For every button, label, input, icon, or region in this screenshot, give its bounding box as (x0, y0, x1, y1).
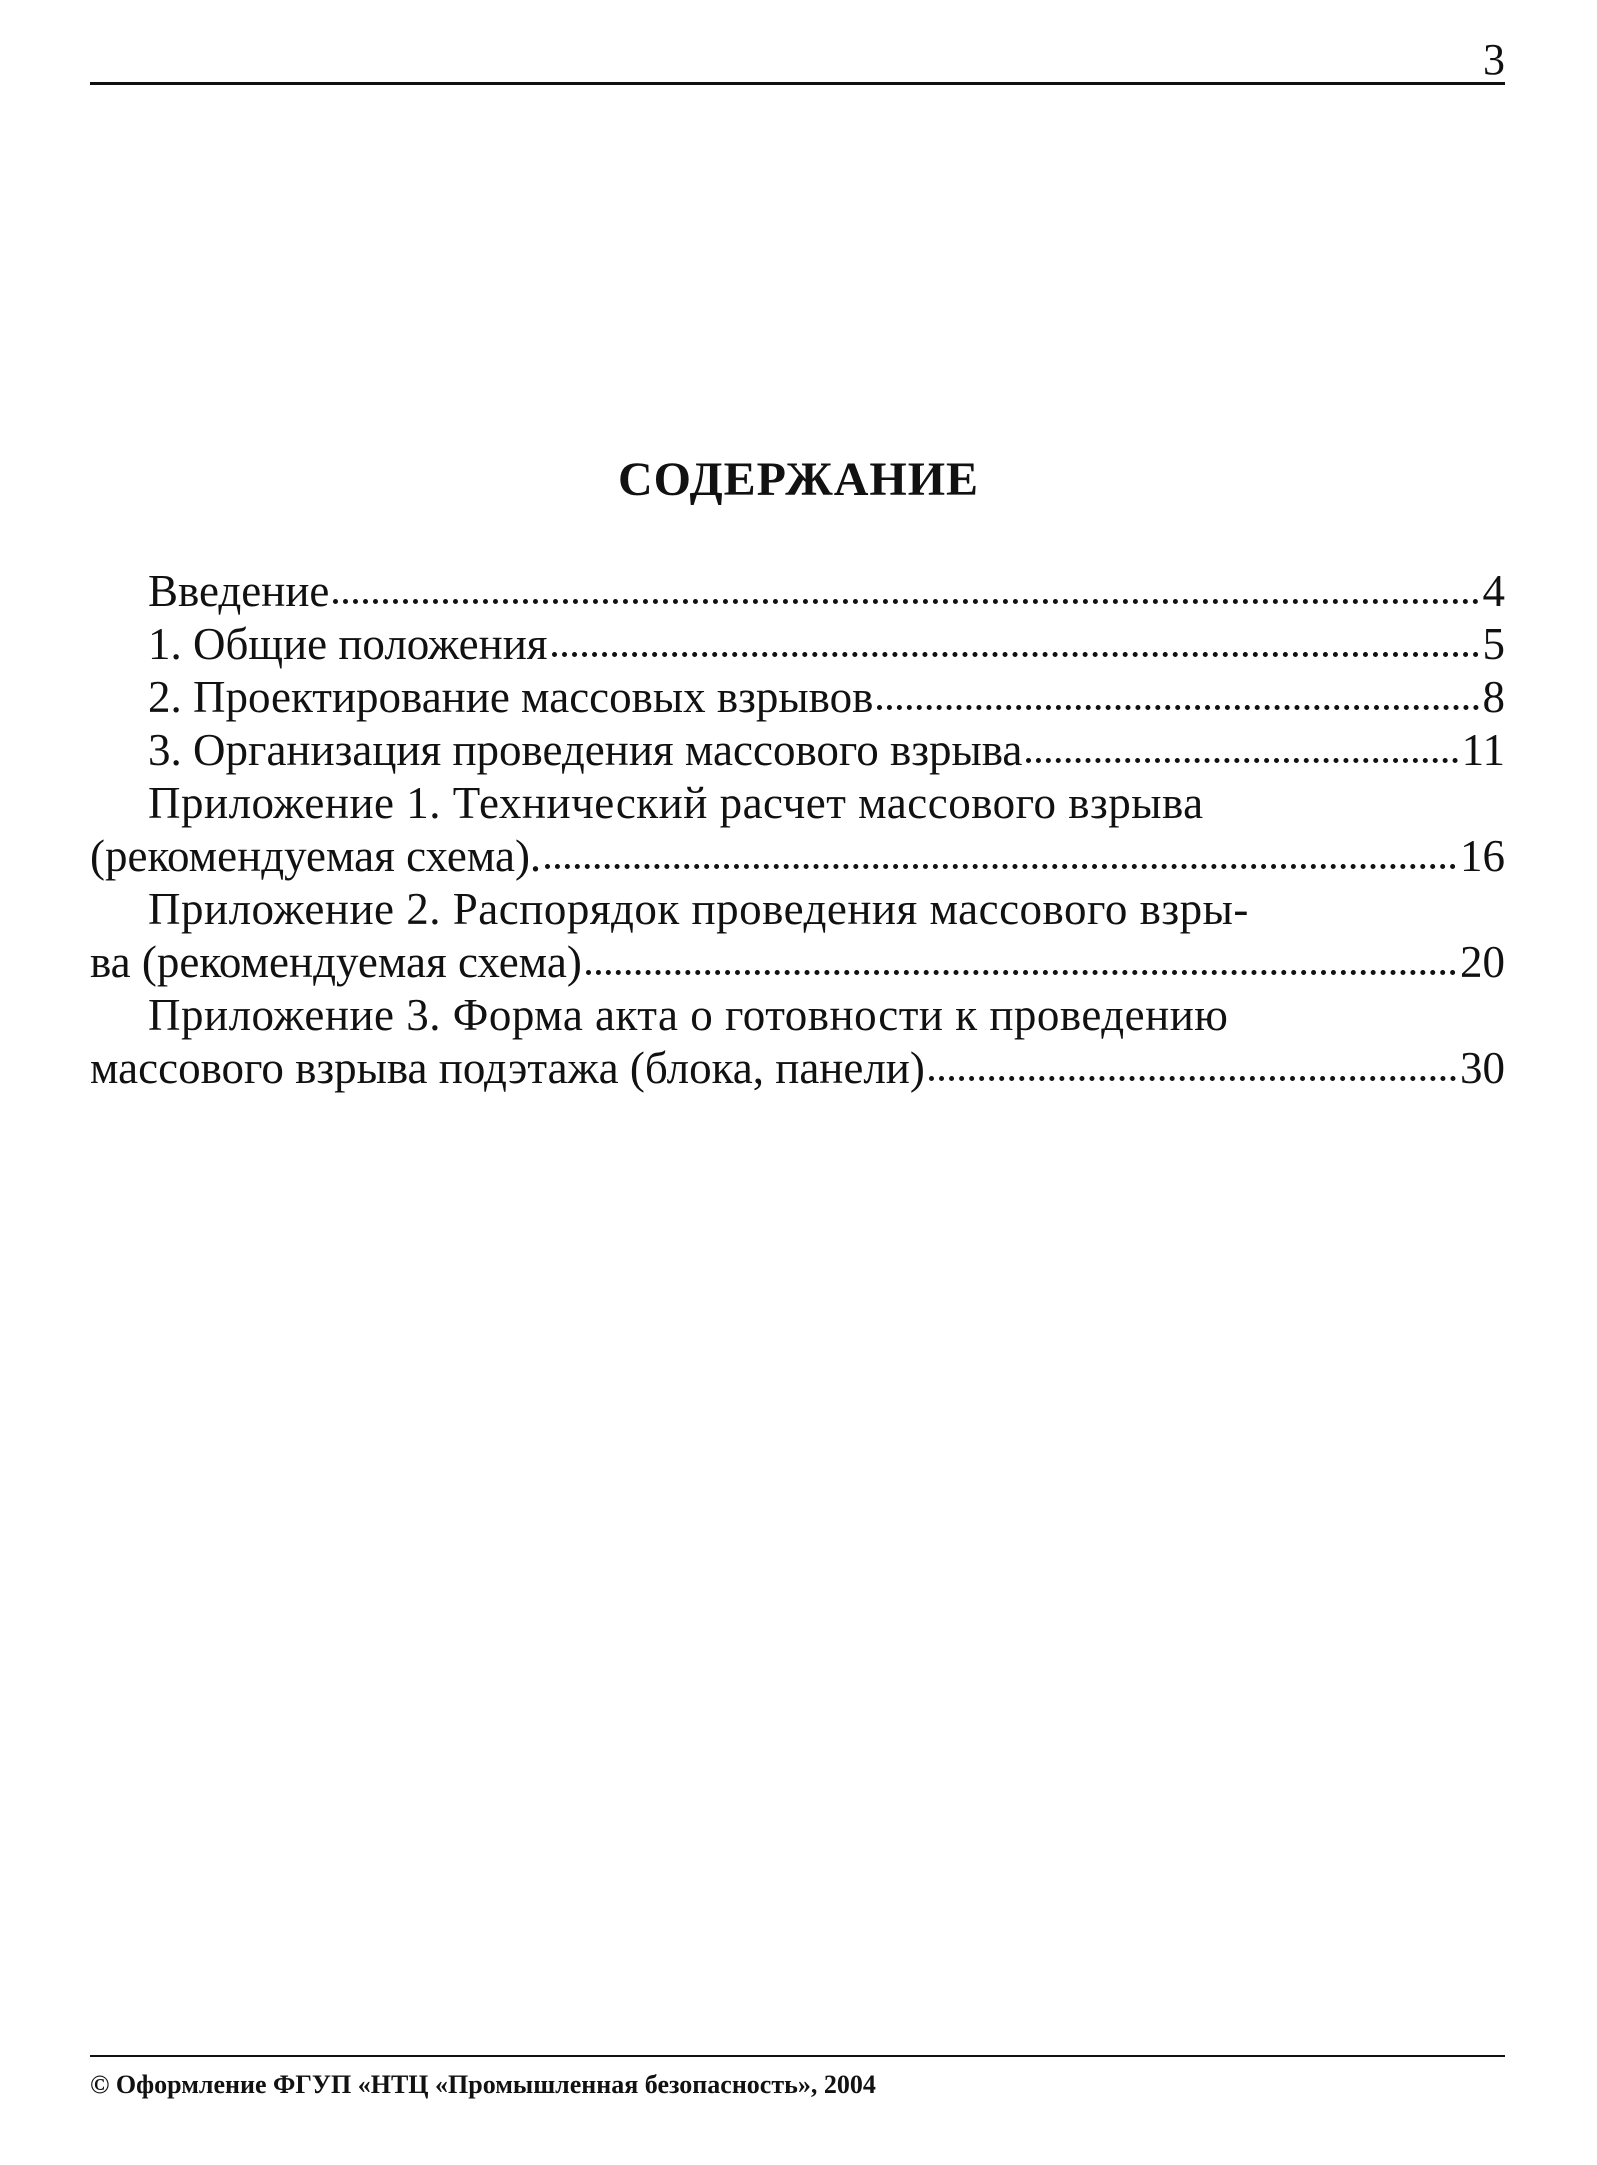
toc-entry-page: 8 (1482, 672, 1505, 722)
toc-entry-text: 3. Организация проведения массового взрыва (148, 725, 1023, 775)
toc-entry-text-line2: массового взрыва подэтажа (блока, панели) (90, 1043, 925, 1093)
toc-entry-blast-organization[interactable] (90, 724, 1505, 777)
dot-leader (586, 957, 1456, 977)
dot-leader (877, 692, 1478, 712)
toc-entry-page: 20 (1460, 937, 1505, 987)
toc-entry-appendix-1[interactable] (90, 777, 1505, 883)
toc-entry-text-line1: Приложение 1. Технический расчет массового взрыва (148, 778, 1204, 828)
dot-leader (1026, 745, 1457, 765)
dot-leader (552, 639, 1479, 659)
dot-leader (333, 586, 1478, 606)
toc-entry-page: 11 (1461, 725, 1505, 775)
table-of-contents (90, 565, 1505, 1095)
dot-leader (545, 851, 1456, 871)
toc-entry-page: 5 (1482, 619, 1505, 669)
footer-rule (90, 2055, 1505, 2057)
copyright-footer: © Оформление ФГУП «НТЦ «Промышленная безопасность», 2004 (90, 2070, 876, 2099)
toc-entry-text-line2: (рекомендуемая схема). (90, 831, 542, 881)
toc-entry-text: 2. Проектирование массовых взрывов (148, 672, 874, 722)
header-rule (90, 82, 1505, 85)
toc-entry-page: 16 (1460, 831, 1505, 881)
toc-entry-appendix-3[interactable] (90, 989, 1505, 1095)
page-number: 3 (1483, 35, 1505, 84)
toc-entry-text-line2: ва (рекомендуемая схема) (90, 937, 582, 987)
toc-entry-text: 1. Общие положения (148, 619, 548, 669)
toc-entry-appendix-2[interactable] (90, 883, 1505, 989)
toc-title: СОДЕРЖАНИЕ (617, 453, 980, 506)
toc-entry-page: 30 (1460, 1043, 1505, 1093)
toc-entry-page: 4 (1482, 566, 1505, 616)
toc-entry-text-line1: Приложение 2. Распорядок проведения массового взры- (148, 884, 1249, 934)
toc-entry-general-provisions[interactable] (90, 618, 1505, 671)
toc-entry-text: Введение (148, 566, 330, 616)
dot-leader (929, 1063, 1456, 1083)
toc-entry-introduction[interactable] (90, 565, 1505, 618)
toc-entry-text-line1: Приложение 3. Форма акта о готовности к проведению (148, 990, 1229, 1040)
toc-entry-blast-design[interactable] (90, 671, 1505, 724)
